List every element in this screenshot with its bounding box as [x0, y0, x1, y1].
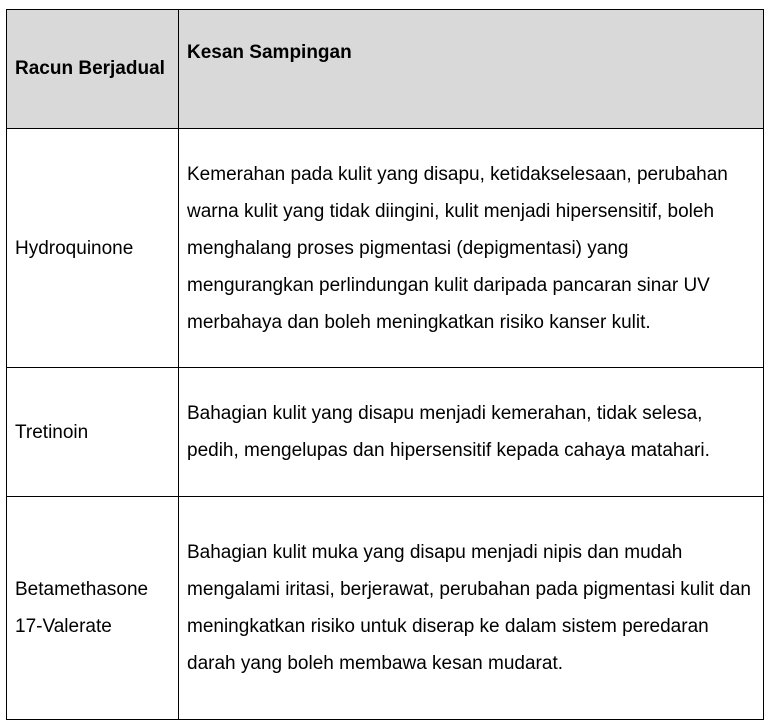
side-effect-cell: Bahagian kulit yang disapu menjadi kemerahan, tidak selesa, pedih, mengelupas dan hipersensitif kepada cahaya matahari. — [179, 368, 764, 497]
table-header-row — [7, 10, 764, 129]
table-row — [7, 497, 764, 720]
side-effects-table — [6, 9, 764, 720]
poison-name-cell: Betamethasone 17-Valerate — [7, 497, 179, 720]
side-effect-cell: Kemerahan pada kulit yang disapu, ketidakselesaan, perubahan warna kulit yang tidak diingini, kulit menjadi hipersensitif, boleh menghalang proses pigmentasi (depigmentasi) yang mengurangkan perlindungan kulit daripada pancaran sinar UV merbahaya dan boleh meningkatkan risiko kanser kulit. — [179, 129, 764, 368]
side-effect-cell: Bahagian kulit muka yang disapu menjadi nipis dan mudah mengalami iritasi, berjerawat, perubahan pada pigmentasi kulit dan meningkatkan risiko untuk diserap ke dalam sistem peredaran darah yang boleh membawa kesan mudarat. — [179, 497, 764, 720]
poison-name-cell: Hydroquinone — [7, 129, 179, 368]
poison-name-cell: Tretinoin — [7, 368, 179, 497]
table-row — [7, 368, 764, 497]
table-row — [7, 129, 764, 368]
header-side-effects: Kesan Sampingan — [179, 10, 764, 129]
header-poison-name: Racun Berjadual — [7, 10, 179, 129]
